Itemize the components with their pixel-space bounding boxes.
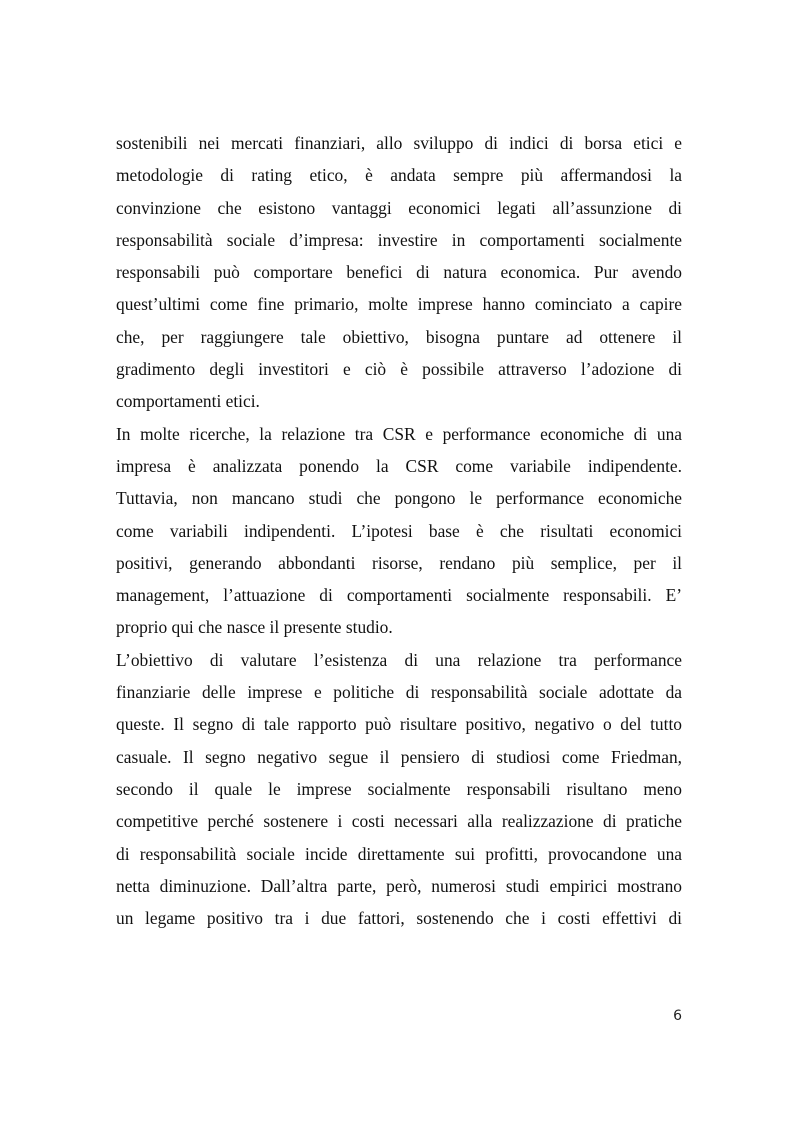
paragraph <box>116 127 682 418</box>
paragraph <box>116 418 682 644</box>
text-line: che, per raggiungere tale obiettivo, bisogna puntare ad ottenere il <box>116 326 682 347</box>
text-line: management, l’attuazione di comportamenti socialmente responsabili. E’ <box>116 585 682 606</box>
text-line: un legame positivo tra i due fattori, sostenendo che i costi effettivi di <box>116 908 682 929</box>
text-line: sostenibili nei mercati finanziari, allo sviluppo di indici di borsa etici e <box>116 133 682 153</box>
text-line: Tuttavia, non mancano studi che pongono le performance economiche <box>116 488 682 509</box>
text-line: metodologie di rating etico, è andata sempre più affermandosi la <box>116 165 682 186</box>
text-line: come variabili indipendenti. L’ipotesi base è che risultati economici <box>116 520 682 541</box>
document-body <box>116 127 682 934</box>
text-line: finanziarie delle imprese e politiche di responsabilità sociale adottate da <box>116 682 682 703</box>
text-line: comportamenti etici. <box>116 391 260 412</box>
text-line: competitive perché sostenere i costi necessari alla realizzazione di pratiche <box>116 811 682 832</box>
paragraph <box>116 644 682 935</box>
text-line: convinzione che esistono vantaggi economici legati all’assunzione di <box>116 197 682 218</box>
text-line: gradimento degli investitori e ciò è possibile attraverso l’adozione di <box>116 359 682 380</box>
text-line: casuale. Il segno negativo segue il pensiero di studiosi come Friedman, <box>116 746 682 767</box>
text-line: quest’ultimi come fine primario, molte imprese hanno cominciato a capire <box>116 294 682 315</box>
text-line: netta diminuzione. Dall’altra parte, però, numerosi studi empirici mostrano <box>116 875 682 896</box>
text-line: In molte ricerche, la relazione tra CSR e performance economiche di una <box>116 423 682 444</box>
text-line: responsabili può comportare benefici di natura economica. Pur avendo <box>116 262 682 283</box>
text-line: di responsabilità sociale incide direttamente sui profitti, provocandone una <box>116 843 682 864</box>
text-line: positivi, generando abbondanti risorse, rendano più semplice, per il <box>116 552 682 573</box>
text-line: L’obiettivo di valutare l’esistenza di una relazione tra performance <box>116 649 682 670</box>
text-line: responsabilità sociale d’impresa: investire in comportamenti socialmente <box>116 229 682 250</box>
text-line: impresa è analizzata ponendo la CSR come variabile indipendente. <box>116 455 682 476</box>
text-line: secondo il quale le imprese socialmente responsabili risultano meno <box>116 778 682 799</box>
page-number: 6 <box>673 1008 682 1024</box>
text-line: queste. Il segno di tale rapporto può risultare positivo, negativo o del tutto <box>116 714 682 735</box>
text-line: proprio qui che nasce il presente studio. <box>116 617 393 638</box>
